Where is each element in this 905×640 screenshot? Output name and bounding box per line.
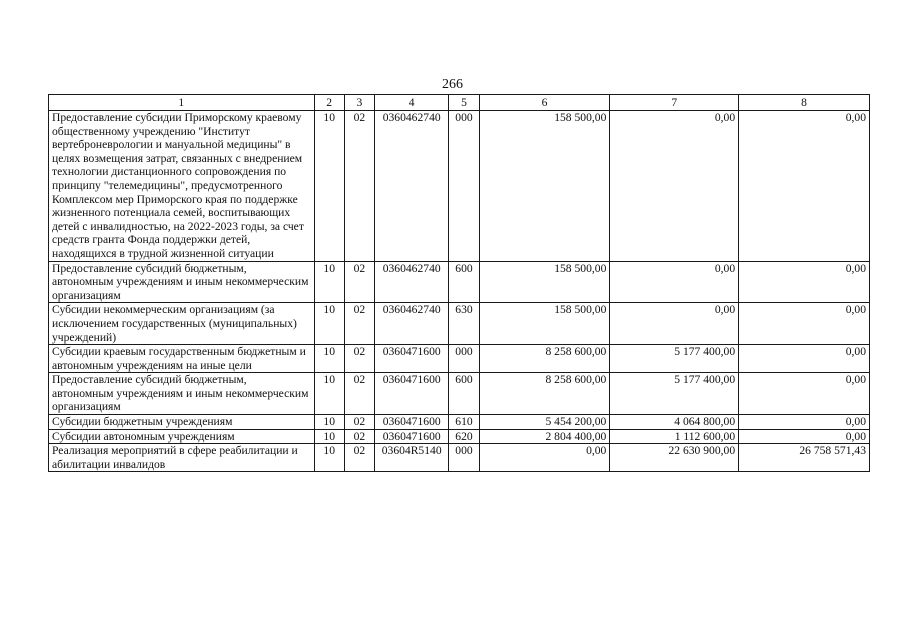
- budget-table: [48, 94, 870, 472]
- expense-type-code: 000: [449, 444, 479, 472]
- amount-col6: 158 500,00: [479, 303, 610, 345]
- expense-type-code: 610: [449, 415, 479, 430]
- table-row: [49, 345, 870, 373]
- column-header: 2: [314, 95, 344, 111]
- amount-col6: 8 258 600,00: [479, 373, 610, 415]
- amount-col8: 0,00: [739, 345, 870, 373]
- amount-col8: 0,00: [739, 303, 870, 345]
- row-name: Предоставление субсидии Приморскому краевому общественному учреждению "Институт вертеброневрологии и мануальной медицины" в целях возмещения затрат, связанных с внедрением технологии дистанционного сопровождения по принципу "телемедицины", предусмотренного Комплексом мер Приморского края по поддержке жизненного потенциала семей, воспитывающих детей с инвалидностью, на 2022-2023 годы, за счет средств гранта Фонда поддержки детей, находящихся в трудной жизненной ситуации: [49, 111, 315, 262]
- row-name: Предоставление субсидий бюджетным, автономным учреждениям и иным некоммерческим организациям: [49, 261, 315, 303]
- amount-col6: 158 500,00: [479, 111, 610, 262]
- subsection-code: 02: [344, 303, 374, 345]
- expense-type-code: 620: [449, 429, 479, 444]
- amount-col8: 0,00: [739, 415, 870, 430]
- table-row: [49, 303, 870, 345]
- amount-col7: 0,00: [610, 111, 739, 262]
- subsection-code: 02: [344, 415, 374, 430]
- amount-col7: 5 177 400,00: [610, 373, 739, 415]
- amount-col6: 8 258 600,00: [479, 345, 610, 373]
- subsection-code: 02: [344, 261, 374, 303]
- subsection-code: 02: [344, 345, 374, 373]
- amount-col7: 0,00: [610, 303, 739, 345]
- table-row: [49, 444, 870, 472]
- expense-type-code: 600: [449, 373, 479, 415]
- table-row: [49, 261, 870, 303]
- column-header: 7: [610, 95, 739, 111]
- row-name: Субсидии бюджетным учреждениям: [49, 415, 315, 430]
- amount-col8: 0,00: [739, 261, 870, 303]
- header-row: [49, 95, 870, 111]
- amount-col7: 5 177 400,00: [610, 345, 739, 373]
- section-code: 10: [314, 373, 344, 415]
- amount-col7: 4 064 800,00: [610, 415, 739, 430]
- target-article-code: 0360471600: [374, 345, 448, 373]
- amount-col8: 0,00: [739, 429, 870, 444]
- amount-col8: 0,00: [739, 111, 870, 262]
- expense-type-code: 000: [449, 111, 479, 262]
- amount-col6: 0,00: [479, 444, 610, 472]
- section-code: 10: [314, 303, 344, 345]
- subsection-code: 02: [344, 429, 374, 444]
- column-header: 4: [374, 95, 448, 111]
- amount-col7: 0,00: [610, 261, 739, 303]
- column-header: 8: [739, 95, 870, 111]
- table-row: [49, 415, 870, 430]
- table-row: [49, 111, 870, 262]
- section-code: 10: [314, 429, 344, 444]
- row-name: Субсидии некоммерческим организациям (за исключением государственных (муниципальных) учреждений): [49, 303, 315, 345]
- section-code: 10: [314, 111, 344, 262]
- table-row: [49, 373, 870, 415]
- row-name: Реализация мероприятий в сфере реабилитации и абилитации инвалидов: [49, 444, 315, 472]
- amount-col6: 5 454 200,00: [479, 415, 610, 430]
- amount-col7: 1 112 600,00: [610, 429, 739, 444]
- subsection-code: 02: [344, 444, 374, 472]
- subsection-code: 02: [344, 111, 374, 262]
- expense-type-code: 630: [449, 303, 479, 345]
- target-article-code: 0360462740: [374, 111, 448, 262]
- column-header: 5: [449, 95, 479, 111]
- row-name: Предоставление субсидий бюджетным, автономным учреждениям и иным некоммерческим организациям: [49, 373, 315, 415]
- section-code: 10: [314, 261, 344, 303]
- expense-type-code: 000: [449, 345, 479, 373]
- target-article-code: 0360471600: [374, 429, 448, 444]
- section-code: 10: [314, 345, 344, 373]
- subsection-code: 02: [344, 373, 374, 415]
- column-header: 6: [479, 95, 610, 111]
- row-name: Субсидии краевым государственным бюджетным и автономным учреждениям на иные цели: [49, 345, 315, 373]
- target-article-code: 0360471600: [374, 373, 448, 415]
- target-article-code: 0360462740: [374, 303, 448, 345]
- table-row: [49, 429, 870, 444]
- target-article-code: 03604R5140: [374, 444, 448, 472]
- target-article-code: 0360471600: [374, 415, 448, 430]
- target-article-code: 0360462740: [374, 261, 448, 303]
- row-name: Субсидии автономным учреждениям: [49, 429, 315, 444]
- column-header: 1: [49, 95, 315, 111]
- page-number: 266: [442, 77, 463, 92]
- amount-col8: 26 758 571,43: [739, 444, 870, 472]
- amount-col6: 158 500,00: [479, 261, 610, 303]
- amount-col8: 0,00: [739, 373, 870, 415]
- expense-type-code: 600: [449, 261, 479, 303]
- section-code: 10: [314, 415, 344, 430]
- amount-col7: 22 630 900,00: [610, 444, 739, 472]
- column-header: 3: [344, 95, 374, 111]
- section-code: 10: [314, 444, 344, 472]
- amount-col6: 2 804 400,00: [479, 429, 610, 444]
